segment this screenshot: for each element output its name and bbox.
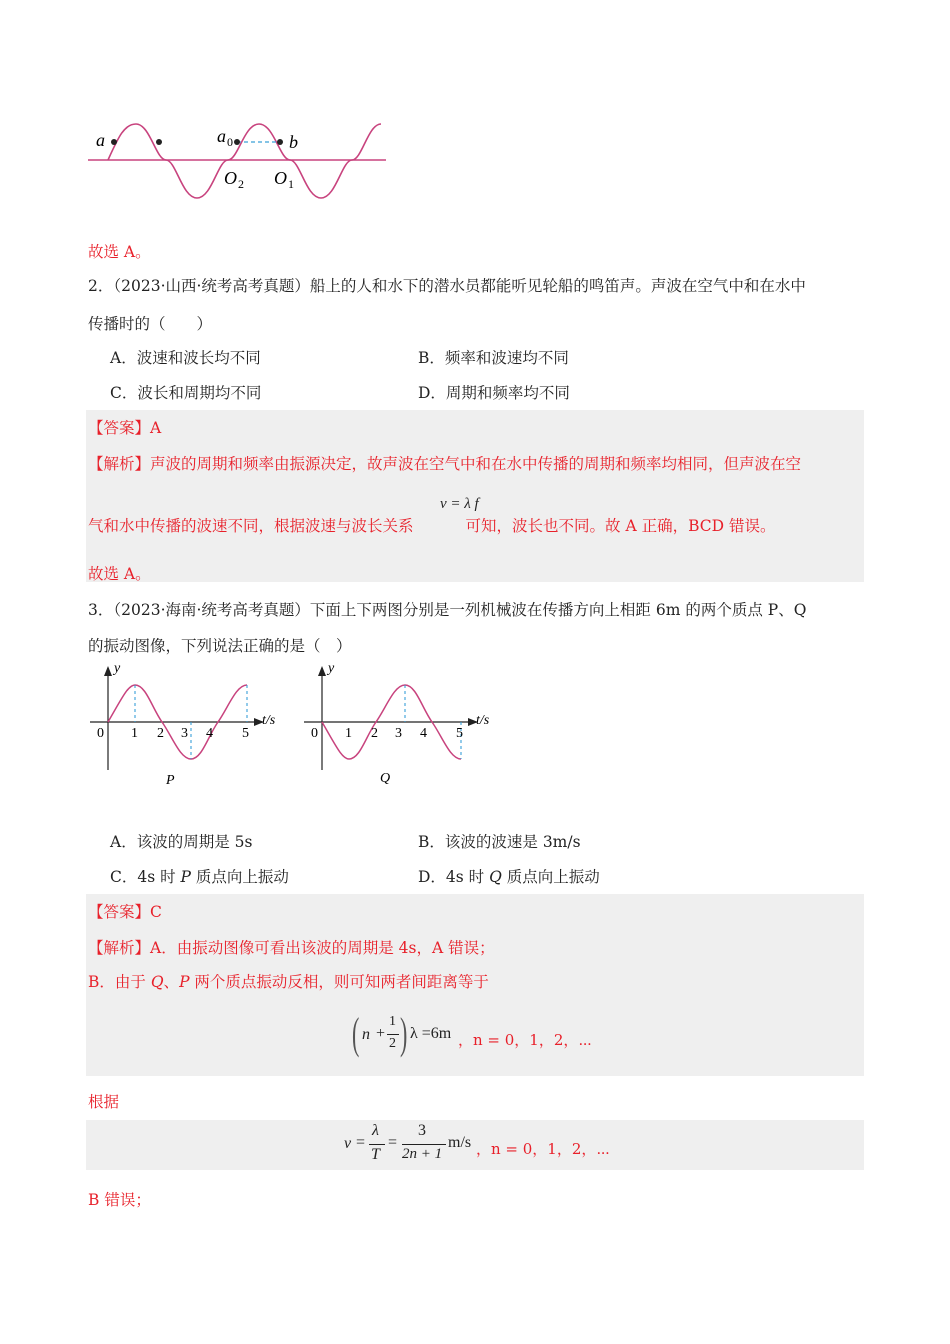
label-a: a [96, 130, 105, 150]
q2-option-b[interactable]: B．频率和波速均不同 [418, 349, 569, 367]
label-a0: a [217, 126, 226, 146]
graph-q-t-label: t/s [476, 713, 490, 728]
label-o1: O [274, 168, 287, 188]
graph-p-tick-5: 5 [242, 726, 249, 741]
graph-q-tick-3: 3 [395, 726, 402, 741]
q3-analysis-b [88, 970, 489, 992]
q3-option-a[interactable]: A．该波的周期是 5s [110, 833, 253, 851]
eq2-cond: ，n = 0，1，2，⋯ [476, 1140, 610, 1158]
graph-p-caption: P [166, 773, 175, 788]
q3-option-d[interactable] [418, 865, 600, 887]
q3-number: 3． [88, 601, 114, 619]
eq2-unit: m/s [448, 1134, 472, 1151]
label-o2: O [224, 168, 237, 188]
q2-analysis-text1: 声波的周期和频率由振源决定，故声波在空气中和在水中传播的周期和频率均相同，但声波在空 [150, 455, 802, 473]
q2-answer [88, 416, 161, 438]
eq2-eq2: = [388, 1134, 398, 1151]
q2-stem-line1 [88, 274, 806, 296]
q3-option-c[interactable] [110, 865, 289, 887]
q3-stem-text: （2023·海南·统考高考真题）下面上下两图分别是一列机械波在传播方向上相距 6m 的两个质点 P、Q [113, 601, 807, 619]
q3-option-c-var: P [180, 868, 191, 886]
eq2-lambda: λ [372, 1122, 379, 1139]
graph-q-tick-5: 5 [456, 726, 463, 741]
q2-answer-value: A [150, 419, 162, 437]
label-o2-sub: 2 [238, 177, 244, 191]
graph-p-tick-1: 1 [131, 726, 138, 741]
q2-number: 2． [88, 277, 114, 295]
q2-stem-text: （2023·山西·统考高考真题）船上的人和水下的潜水员都能听见轮船的鸣笛声。声波在空气中和在水中 [113, 277, 806, 295]
label-o1-sub: 1 [288, 177, 294, 191]
point-b [277, 139, 283, 145]
graph-p-tick-0: 0 [97, 726, 104, 741]
graph-p-tick-3: 3 [181, 726, 188, 741]
graph-q-tick-2: 2 [371, 726, 378, 741]
q3-according: 根据 [88, 1093, 120, 1111]
graph-q-y-label: y [328, 661, 335, 676]
q3-analysis-label: 【解析】 [88, 939, 151, 957]
q3-analysis-b-q: Q [150, 973, 164, 991]
q3-stem-line1 [88, 598, 806, 620]
q3-analysis-a [88, 936, 495, 958]
q3-option-b[interactable]: B．该波的波速是 3m/s [418, 833, 581, 851]
wave-diagram-figure [80, 110, 400, 205]
q3-analysis-b-post: 两个质点振动反相，则可知两者间距离等于 [189, 973, 489, 991]
q2-analysis-line2 [88, 514, 775, 536]
graph-q-tick-4: 4 [420, 726, 427, 741]
eq1-plus: + [376, 1025, 386, 1042]
eq1-rhs: λ =6m [410, 1025, 452, 1042]
q2-formula: v = λ f [440, 496, 479, 512]
q2-stem-line2: 传播时的（ ） [88, 315, 213, 333]
eq2-den: 2n + 1 [402, 1146, 443, 1162]
q3-option-d-pre: D．4s 时 [418, 868, 490, 886]
eq1-den: 2 [389, 1036, 396, 1051]
eq2-v: v [344, 1135, 352, 1152]
point-mid [156, 139, 162, 145]
q1-conclusion: 故选 A。 [88, 243, 151, 261]
q2-answer-label: 【答案】 [88, 419, 151, 437]
eq2-num: 3 [418, 1122, 426, 1139]
eq1-cond: ，n = 0，1，2，⋯ [458, 1031, 592, 1049]
q2-option-c[interactable]: C．波长和周期均不同 [110, 384, 262, 402]
graph-p-t-label: t/s [262, 713, 276, 728]
label-b: b [289, 132, 298, 152]
graph-p-tick-4: 4 [206, 726, 213, 741]
q3-analysis-b-pre: B．由于 [88, 973, 151, 991]
graph-p-y-label: y [114, 661, 121, 676]
q2-analysis-text2a: 气和水中传播的波速不同，根据波速与波长关系 [88, 517, 414, 535]
eq1-num: 1 [389, 1014, 396, 1029]
q2-analysis-label: 【解析】 [88, 455, 151, 473]
q2-analysis-text2b: 可知，波长也不同。故 A 正确，BCD 错误。 [465, 517, 776, 535]
eq2-t: T [371, 1146, 380, 1163]
q3-option-d-var: Q [489, 868, 502, 886]
graph-p-tick-2: 2 [157, 726, 164, 741]
point-a0 [234, 139, 240, 145]
q3-option-c-post: 质点向上振动 [190, 868, 289, 886]
eq1-n: n [362, 1026, 370, 1043]
q3-answer-value: C [150, 903, 162, 921]
q2-option-a[interactable]: A．波速和波长均不同 [110, 349, 261, 367]
q3-analysis-b-p: P [179, 973, 190, 991]
wave-curve [108, 124, 381, 198]
q3-analysis-b-sep: 、 [163, 973, 180, 991]
graph-q-tick-0: 0 [311, 726, 318, 741]
q3-b-wrong: B 错误； [88, 1191, 151, 1209]
graph-p [86, 658, 286, 788]
q3-analysis-a-text: A．由振动图像可看出该波的周期是 4s，A 错误； [150, 939, 495, 957]
q3-stem-line2: 的振动图像，下列说法正确的是（ ） [88, 637, 352, 655]
q3-option-d-post: 质点向上振动 [501, 868, 600, 886]
graph-q [300, 658, 500, 788]
graph-q-tick-1: 1 [345, 726, 352, 741]
q3-answer [88, 900, 162, 922]
label-a0-sub: 0 [227, 135, 233, 149]
q2-conclusion: 故选 A。 [88, 565, 151, 583]
q2-analysis-line1 [88, 452, 801, 474]
equation-2 [344, 1122, 674, 1168]
eq2-eq: = [356, 1134, 366, 1151]
q3-answer-label: 【答案】 [88, 903, 151, 921]
q2-option-d[interactable]: D．周期和频率均不同 [418, 384, 570, 402]
graph-q-caption: Q [380, 771, 391, 786]
point-a [111, 139, 117, 145]
q3-option-c-pre: C．4s 时 [110, 868, 181, 886]
equation-1: ( n + 1 2 ) λ =6m ，n = 0，1，2，⋯ [352, 1009, 592, 1058]
